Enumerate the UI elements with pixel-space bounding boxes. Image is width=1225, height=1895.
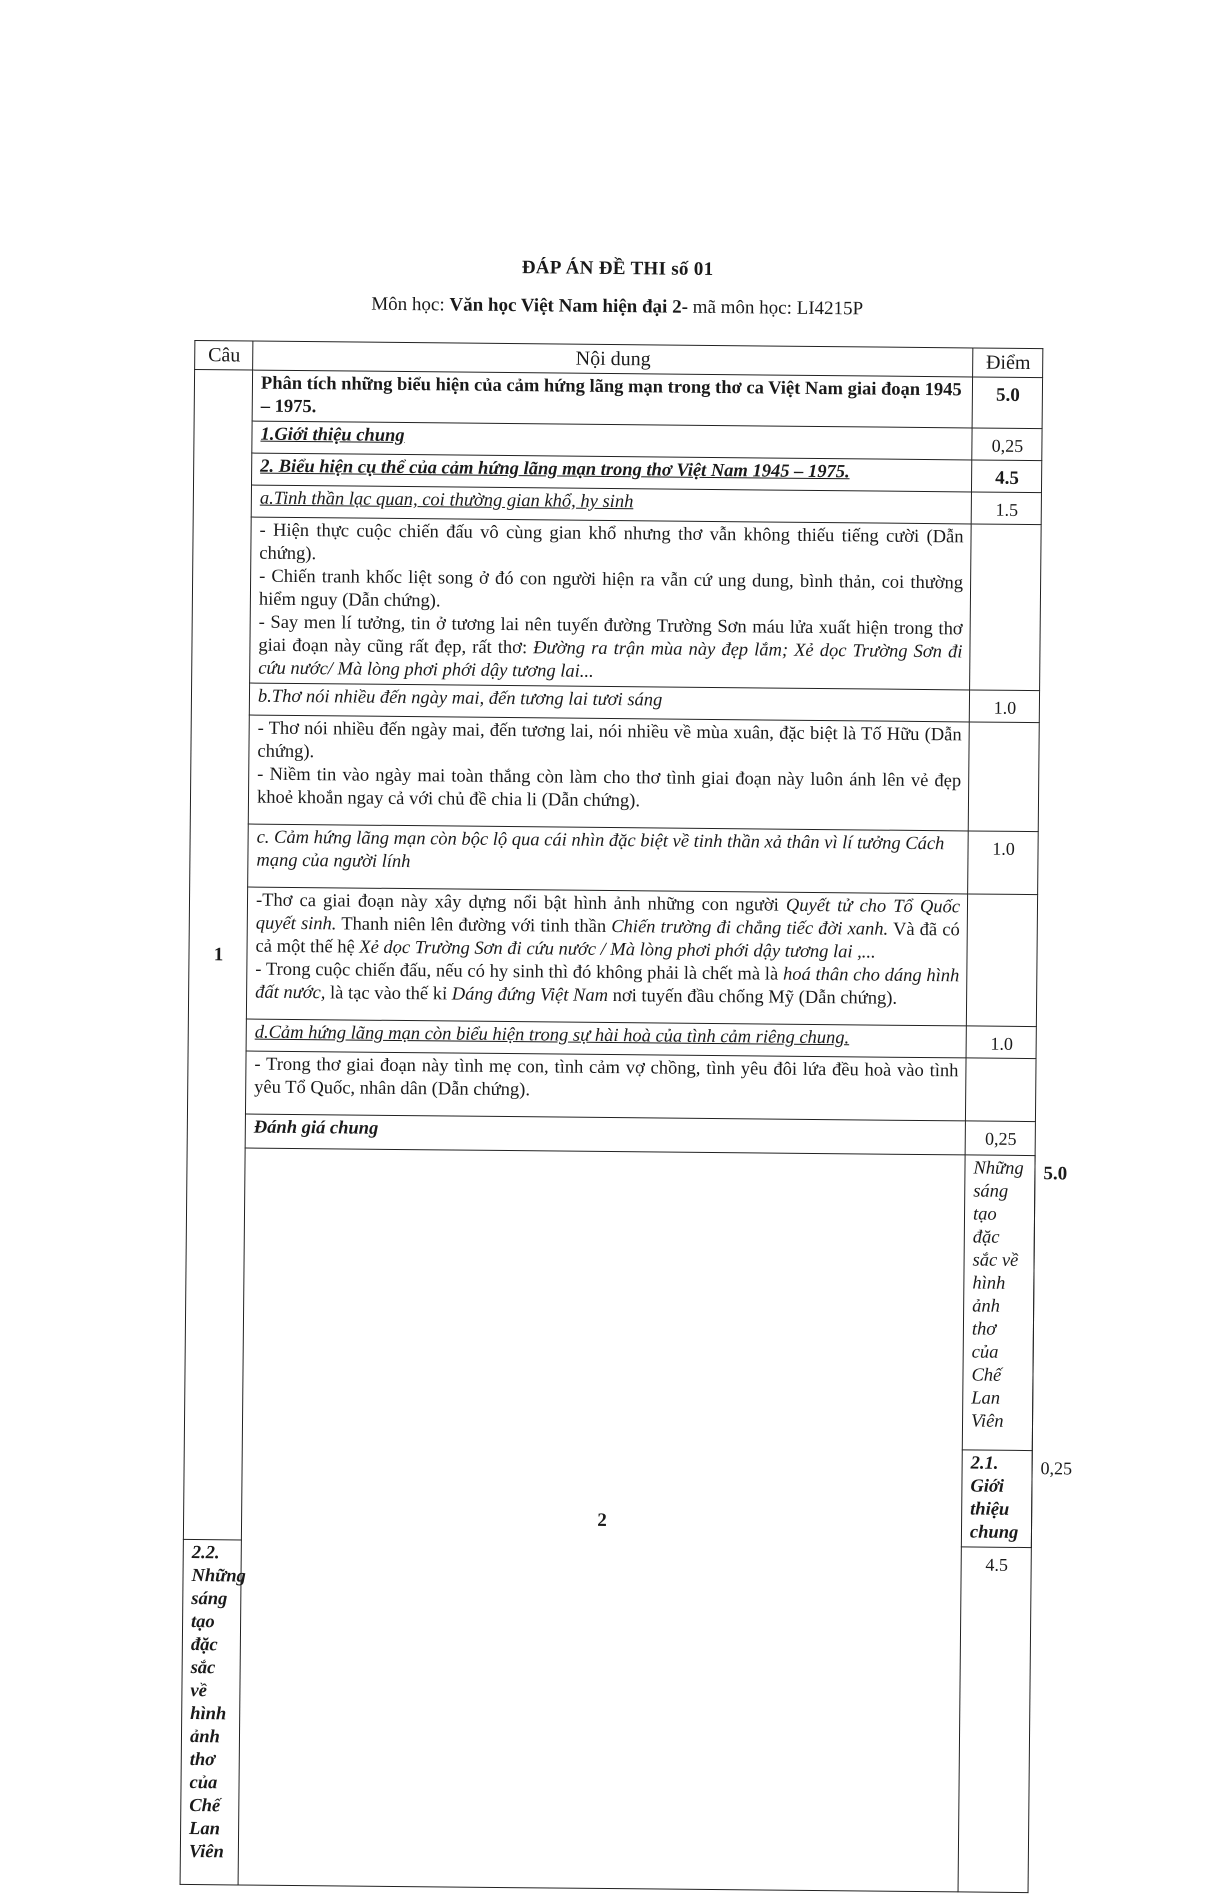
q1-a-p1: - Hiện thực cuộc chiến đấu vô cùng gian khổ nhưng thơ vẫn không thiếu tiếng cười (Dẫn chứng). bbox=[259, 520, 964, 565]
question-number-1: 1 bbox=[183, 369, 252, 1540]
table-row bbox=[187, 1050, 1036, 1121]
table-row bbox=[192, 516, 1042, 690]
q1-a-p3-quote: Đường ra trận mùa này đẹp lắm; Xẻ dọc Trường Sơn đi cứu nước/ Mà lòng phơi phới dậy tương lai... bbox=[258, 638, 963, 682]
table-row bbox=[194, 369, 1042, 428]
q1-d-score: 1.0 bbox=[966, 1026, 1036, 1059]
q1-c-score: 1.0 bbox=[968, 831, 1039, 895]
q1-b-score: 1.0 bbox=[969, 690, 1039, 723]
table-row bbox=[188, 886, 1037, 1026]
q1-c-p2-b: là tạc vào thế kỉ bbox=[325, 983, 452, 1005]
q1-c-title: c. Cảm hứng lãng mạn còn bộc lộ qua cái nhìn đặc biệt về tinh thần xả thân vì lí tưởng Cách mạng của người lính bbox=[248, 824, 969, 894]
q1-a-title: a.Tinh thần lạc quan, coi thường gian khổ, hy sinh bbox=[251, 485, 971, 524]
q2-heading-score: 5.0 bbox=[1032, 1156, 1035, 1451]
q1-intro-score: 0,25 bbox=[972, 428, 1042, 461]
q1-a-p3 bbox=[258, 612, 963, 688]
header-diem: Điểm bbox=[973, 348, 1043, 378]
q1-eval-score: 0,25 bbox=[965, 1121, 1035, 1156]
q1-c-p2-q2: Dáng đứng Việt Nam bbox=[451, 984, 609, 1006]
document-title: ĐÁP ÁN ĐỀ THI số 01 bbox=[521, 257, 714, 280]
q1-c-p1 bbox=[255, 890, 960, 966]
q1-c-p1-b: Thanh niên lên đường với tinh thần bbox=[336, 914, 612, 938]
q1-c-content bbox=[246, 887, 967, 1026]
q1-c-p1-q1: Quyết tử cho Tổ Quốc quyết sinh. bbox=[255, 895, 961, 935]
q2-intro: 2.1. Giới thiệu chung bbox=[961, 1450, 1032, 1548]
q1-a-content bbox=[250, 517, 972, 690]
q1-eval: Đánh giá chung bbox=[245, 1114, 965, 1155]
q1-heading-score: 5.0 bbox=[972, 377, 1042, 429]
q1-c-p2-a: - Trong cuộc chiến đấu, nếu có hy sinh thì đó không phải là chết mà là bbox=[255, 959, 784, 985]
q1-c-p1-q2: Chiến trường đi chẳng tiếc đời xanh. bbox=[611, 917, 889, 940]
q1-heading: Phân tích những biểu hiện của cảm hứng lãng mạn trong thơ ca Việt Nam giai đoạn 1945 – 1975. bbox=[252, 370, 972, 428]
document-subtitle bbox=[5, 290, 1225, 324]
q1-section2: 2. Biểu hiện cụ thể của cảm hứng lãng mạn trong thơ Việt Nam 1945 – 1975. bbox=[252, 453, 972, 492]
q2-section2-score: 4.5 bbox=[958, 1547, 1031, 1893]
q2-section2: 2.2. Những sáng tạo đặc sắc về hình ảnh thơ của Chế Lan Viên bbox=[180, 1539, 241, 1885]
header-cau: Câu bbox=[195, 340, 253, 370]
q1-a-score: 1.5 bbox=[971, 492, 1041, 525]
q1-d-title: d.Cảm hứng lãng mạn còn biểu hiện trong sự hài hoà của tình cảm riêng chung. bbox=[246, 1019, 966, 1058]
subtitle-prefix: Môn học: bbox=[371, 293, 450, 316]
subtitle-code: mã môn học: LI4215P bbox=[687, 296, 864, 320]
q1-c-p2-c: nơi tuyến đầu chống Mỹ (Dẫn chứng). bbox=[607, 985, 898, 1009]
subtitle-course: Văn học Việt Nam hiện đại 2- bbox=[449, 294, 689, 318]
q1-section2-score: 4.5 bbox=[971, 460, 1041, 493]
q2-intro-score: 0,25 bbox=[1040, 1458, 1073, 1479]
q1-d-content bbox=[245, 1051, 966, 1121]
q1-b-p2: - Niềm tin vào ngày mai toàn thắng còn làm cho thơ tình giai đoạn này luôn ánh lên vẻ đẹp khoẻ khoắn ngay cả với chủ đề chia li (Dẫn chứng). bbox=[256, 764, 962, 812]
empty-score-cell bbox=[970, 524, 1042, 691]
question-number-2: 2 bbox=[238, 1148, 965, 1892]
q2-heading: Những sáng tạo đặc sắc về hình ảnh thơ của Chế Lan Viên bbox=[962, 1155, 1035, 1451]
header-noi-dung: Nội dung bbox=[253, 341, 973, 377]
q1-b-content bbox=[248, 715, 969, 831]
table-row bbox=[184, 1147, 1035, 1450]
empty-score-cell bbox=[966, 894, 1037, 1027]
q1-c-p2 bbox=[255, 959, 959, 1012]
q1-c-p1-a: -Thơ ca giai đoạn này xây dựng nổi bật hình ảnh những con người bbox=[255, 890, 787, 916]
table-row bbox=[190, 823, 1039, 894]
q1-c-p1-q3: Xẻ dọc Trường Sơn đi cứu nước / Mà lòng phơi phới dậy tương lai ,... bbox=[359, 937, 876, 963]
empty-score-cell bbox=[965, 1058, 1036, 1122]
q1-a-p2: - Chiến tranh khốc liệt song ở đó con người hiện ra vẫn cứ ung dung, bình thản, coi thường hiểm nguy (Dẫn chứng). bbox=[258, 566, 964, 612]
q1-c-p2-q1: hoá thân cho dáng hình đất nước, bbox=[255, 964, 960, 1004]
empty-score-cell bbox=[968, 722, 1039, 832]
q1-b-p1: - Thơ nói nhiều đến ngày mai, đến tương lai, nói nhiều về mùa xuân, đặc biệt là Tố Hữu (Dẫn chứng). bbox=[257, 718, 962, 763]
q1-b-title: b.Thơ nói nhiều đến ngày mai, đến tương lai tươi sáng bbox=[249, 683, 969, 722]
q1-intro: 1.Giới thiệu chung bbox=[252, 421, 972, 460]
table-row bbox=[190, 714, 1039, 831]
q1-d-p1: - Trong thơ giai đoạn này tình mẹ con, tình cảm vợ chồng, tình yêu đôi lứa đều hoà vào tình yêu Tổ Quốc, nhân dân (Dẫn chứng). bbox=[254, 1054, 959, 1101]
q1-c-p1-c: Và đã có cả một thế hệ bbox=[255, 919, 960, 958]
answer-table bbox=[180, 340, 1073, 1893]
q1-a-p3-text: - Say men lí tưởng, tin ở tương lai nên tuyến đường Trường Sơn máu lửa xuất hiện trong thơ giai đoạn này cũng rất đẹp, rất thơ: bbox=[258, 612, 963, 659]
